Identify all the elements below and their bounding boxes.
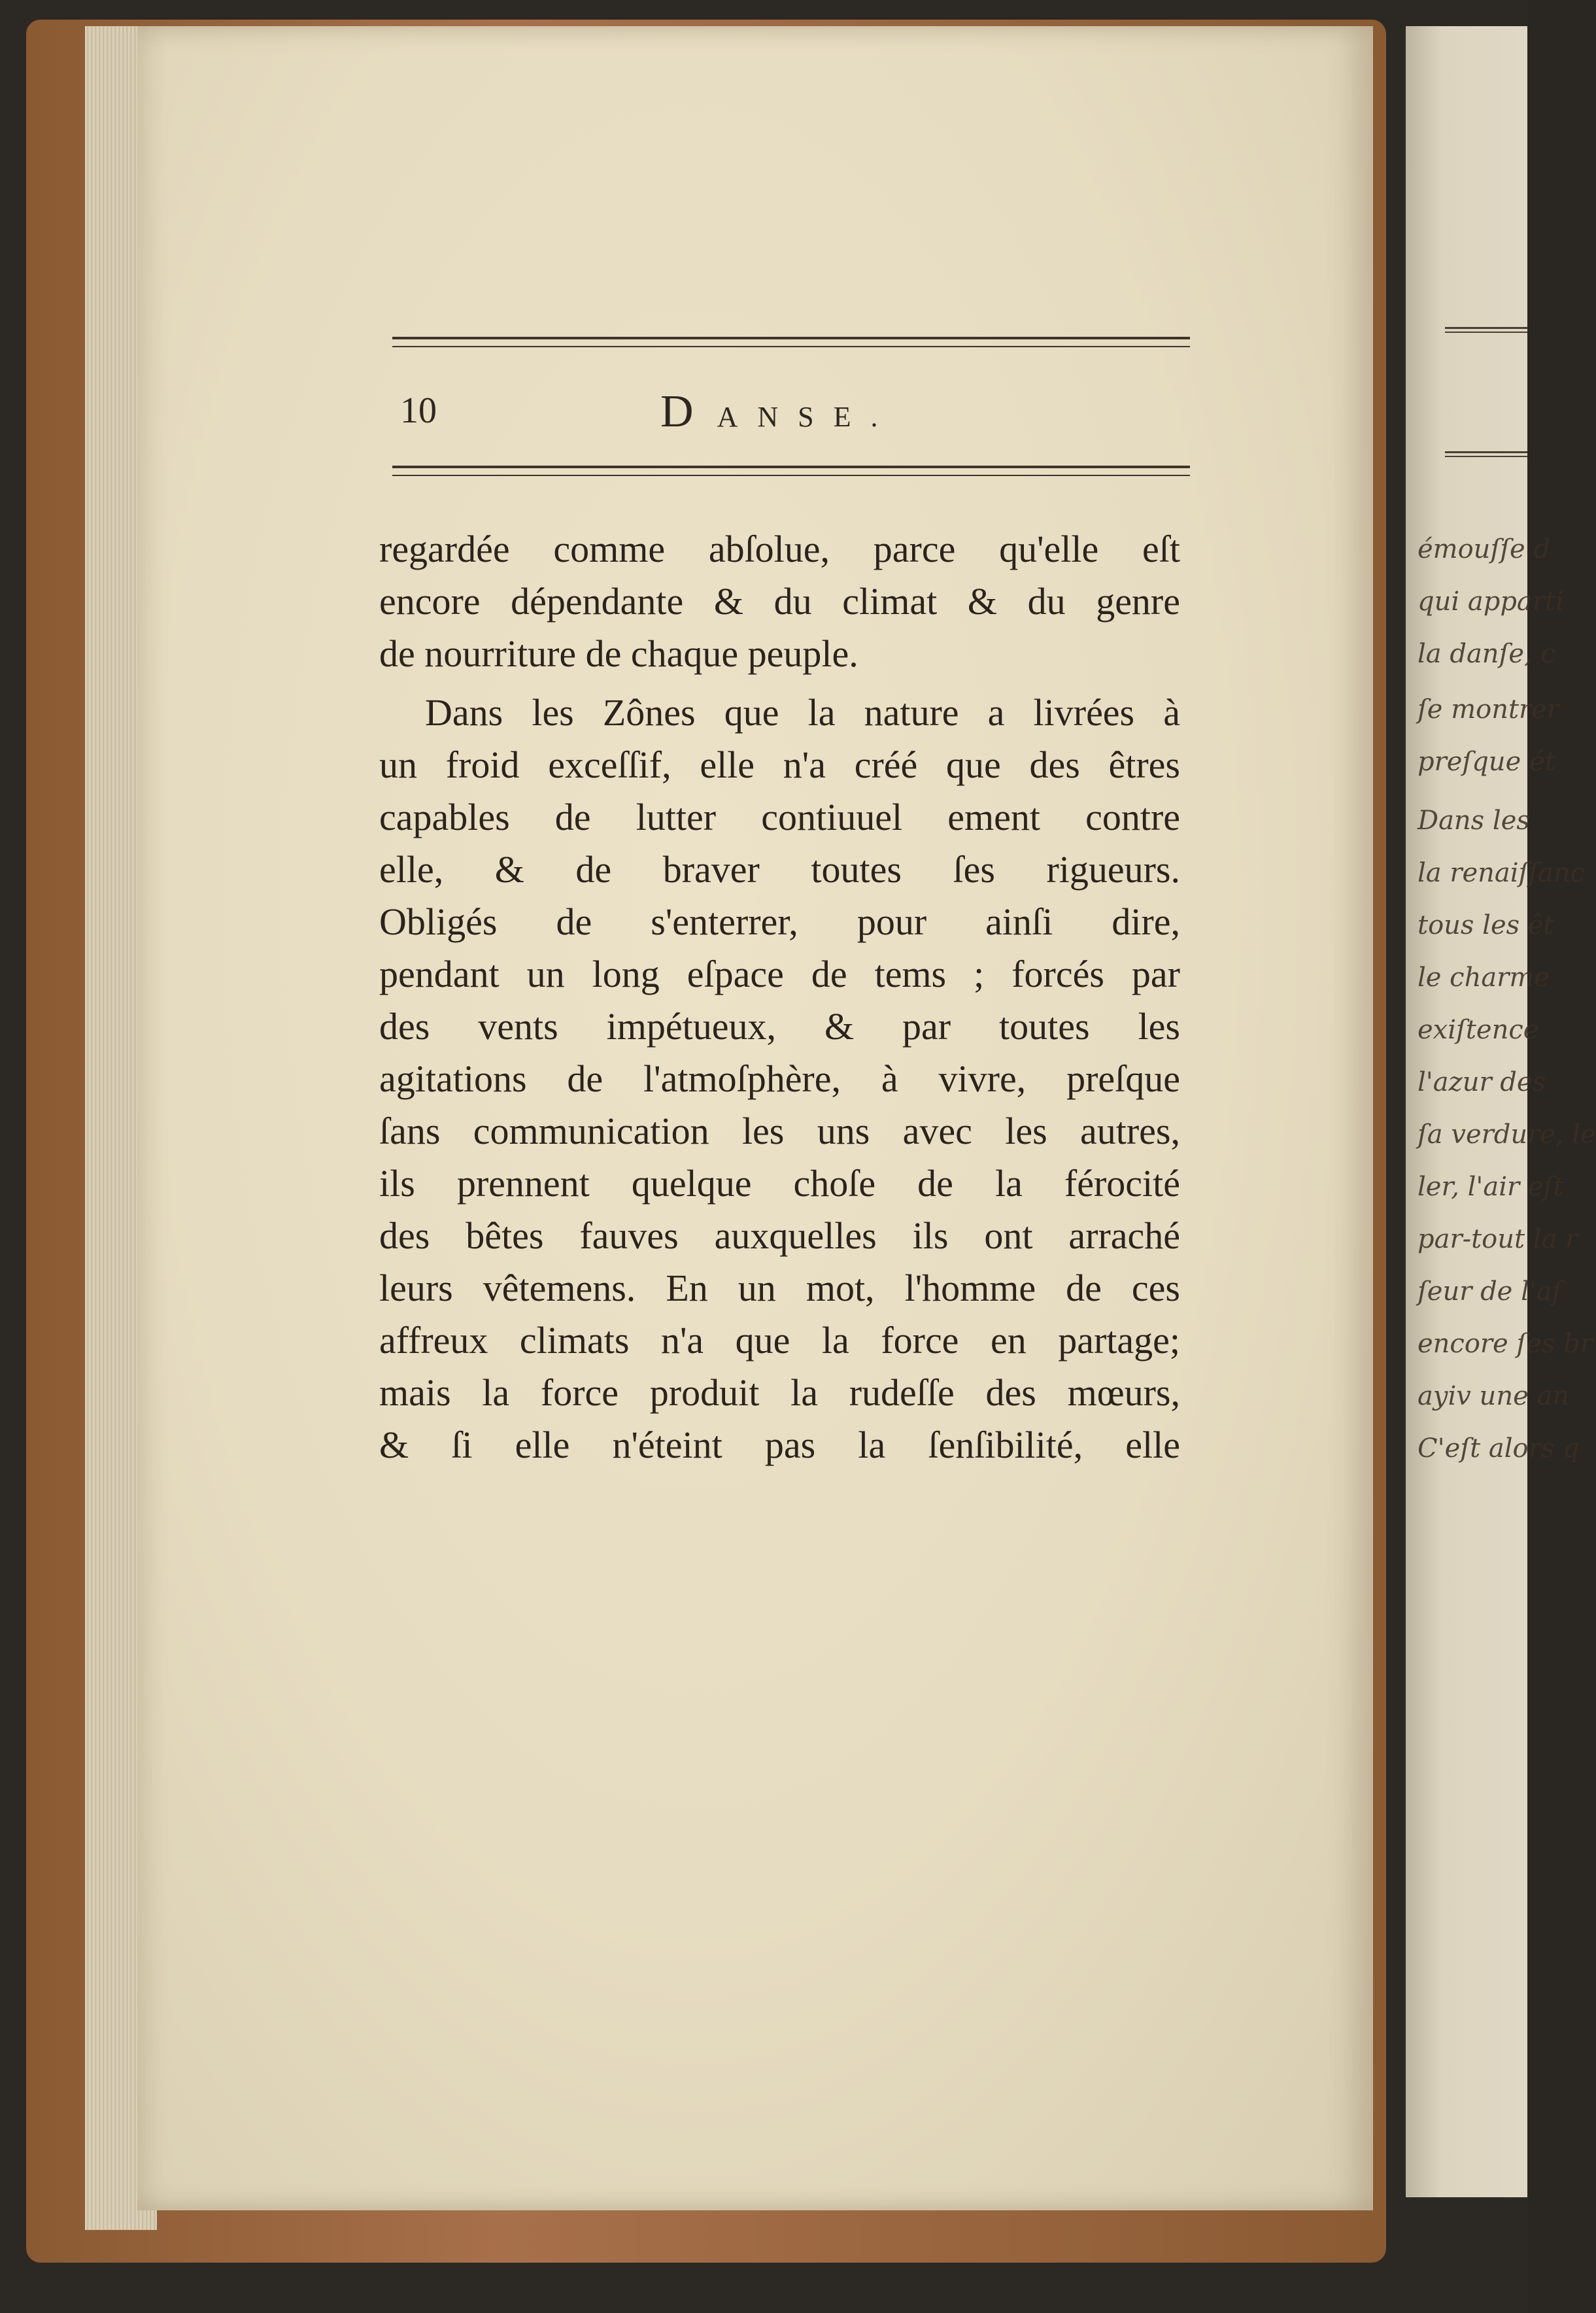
text-line: de nourriture de chaque peuple.: [379, 632, 858, 675]
page-number: 10: [400, 390, 437, 431]
text-line: des bêtes fauves auxquelles ils ont arraché: [379, 1214, 1180, 1257]
facing-line: tous les êt: [1418, 910, 1554, 940]
text-line: un froid exceſſif, elle n'a créé que des êtres: [379, 744, 1180, 786]
facing-line: exiſtence: [1418, 1015, 1539, 1045]
facing-line: ayiv une an: [1418, 1381, 1570, 1411]
facing-line: encore ſes br: [1418, 1329, 1593, 1359]
text-line: elle, & de braver toutes ſes rigueurs.: [379, 848, 1180, 891]
facing-header-rule: [1445, 327, 1527, 333]
facing-line: l'azur des: [1418, 1067, 1546, 1097]
facing-line: par-tout la r: [1418, 1224, 1578, 1254]
text-line: ils prennent quelque choſe de la férocité: [379, 1162, 1180, 1205]
running-head: [660, 386, 897, 438]
text-line: mais la force produit la rudeſſe des mœurs,: [379, 1371, 1180, 1414]
facing-line: ſe montrer: [1418, 694, 1559, 725]
text-line: leurs vêtemens. En un mot, l'homme de ces: [379, 1267, 1180, 1309]
facing-line: preſque ét: [1418, 747, 1555, 777]
facing-page: [1406, 26, 1596, 2197]
text-line: Dans les Zônes que la nature a livrées à: [425, 691, 1180, 734]
facing-line: le charme: [1418, 963, 1550, 993]
text-line: pendant un long eſpace de tems ; forcés par: [379, 953, 1180, 995]
text-line: capables de lutter contiuuel ement contre: [379, 796, 1180, 838]
facing-line: ler, l'air eſt: [1418, 1172, 1564, 1202]
facing-line: la renaiſſanc: [1418, 858, 1586, 888]
facing-line: émouſſe d: [1418, 534, 1551, 564]
facing-line: la danſe, c: [1418, 639, 1555, 669]
header-rule-bottom: [392, 466, 1190, 476]
facing-line: ſeur de l'aſ: [1418, 1276, 1562, 1307]
facing-line: Dans les: [1418, 806, 1530, 836]
running-head-rest: ANSE.: [717, 401, 898, 433]
text-line: agitations de l'atmoſphère, à vivre, preſque: [379, 1057, 1180, 1100]
text-line: des vents impétueux, & par toutes les: [379, 1005, 1180, 1048]
facing-line: ſa verdure, le: [1418, 1120, 1596, 1150]
text-line: & ſi elle n'éteint pas la ſenſibilité, elle: [379, 1424, 1180, 1466]
text-line: affreux climats n'a que la force en partage;: [379, 1319, 1180, 1362]
running-head-initial: D: [660, 386, 717, 437]
text-line: Obligés de s'enterrer, pour ainſi dire,: [379, 900, 1180, 943]
facing-line: C'eſt alors q: [1418, 1433, 1580, 1464]
text-line: encore dépendante & du climat & du genre: [379, 580, 1180, 623]
text-line: ſans communication les uns avec les autres,: [379, 1110, 1180, 1152]
text-line: regardée comme abſolue, parce qu'elle eſt: [379, 528, 1180, 570]
facing-line: qui apparti: [1418, 587, 1564, 617]
facing-header-rule: [1445, 451, 1527, 457]
header-rule-top: [392, 337, 1190, 347]
